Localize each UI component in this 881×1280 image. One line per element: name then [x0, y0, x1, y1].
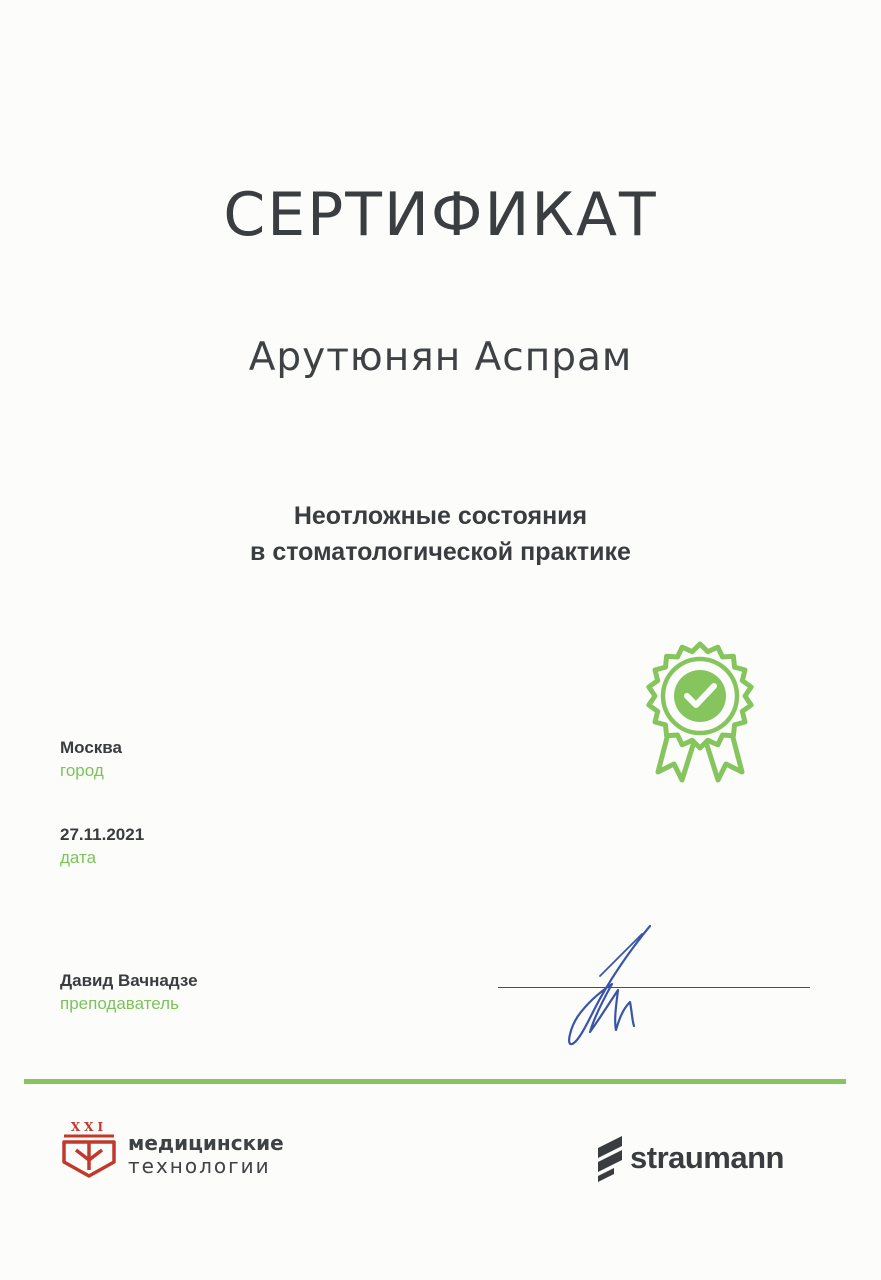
- teacher-field: [60, 969, 198, 1015]
- city-value: Москва: [60, 738, 122, 757]
- straumann-mark-icon: [592, 1134, 628, 1182]
- city-label: город: [60, 761, 104, 780]
- logo-xxi-text: XXI: [70, 1120, 108, 1134]
- logo-line-2: технологии: [128, 1154, 271, 1178]
- course-title: [0, 498, 881, 570]
- recipient-name: Арутюнян Аспрам: [248, 335, 633, 380]
- course-title-line-1: Неотложные состояния: [293, 502, 588, 530]
- footer-divider: [24, 1079, 846, 1084]
- straumann-wordmark: straumann: [630, 1140, 784, 1175]
- teacher-label: преподаватель: [60, 994, 179, 1013]
- logo-line-1: медицинские: [128, 1131, 284, 1155]
- date-field: [60, 823, 144, 869]
- date-label: дата: [60, 848, 97, 867]
- city-field: [60, 736, 122, 782]
- date-value: 27.11.2021: [60, 825, 145, 844]
- course-title-line-2: в стоматологической практике: [250, 538, 631, 566]
- certificate-title: СЕРТИФИКАТ: [223, 180, 658, 250]
- straumann-logo: [592, 1134, 822, 1184]
- teacher-name: Давид Вачнадзе: [60, 971, 198, 990]
- medical-technologies-logo: [60, 1120, 310, 1180]
- medical-technologies-mark-icon: [60, 1120, 118, 1180]
- approval-badge-icon: [640, 638, 760, 786]
- signature-mark: [560, 920, 660, 1050]
